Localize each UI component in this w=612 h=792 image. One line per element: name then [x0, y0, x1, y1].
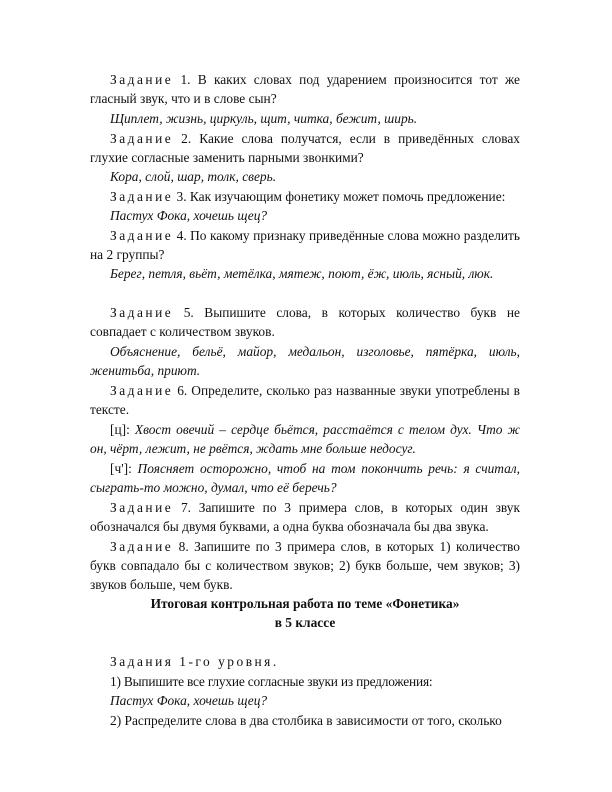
task-3	[90, 187, 520, 206]
task-text: 2. Какие слова получатся, если в приведённых словах глухие согласные заменить парными звонкими?	[90, 131, 520, 165]
task-8	[90, 537, 520, 594]
sound-example: Поясняет осторожно, чтоб на том покончить речь: я считал, сыграть-то можно, думал, что её беречь?	[90, 461, 520, 495]
task-label: Задание	[110, 72, 174, 87]
task-6-sound-ts	[90, 420, 520, 458]
task-label: Задание	[110, 305, 174, 320]
task-6	[90, 381, 520, 419]
task-text: 3. Как изучающим фонетику может помочь предложение:	[173, 189, 506, 204]
task-text: 5. Выпишите слова, в которых количество букв не совпадает с количеством звуков.	[90, 305, 520, 339]
task-6-sound-ch	[90, 459, 520, 497]
heading-line-1: Итоговая контрольная работа по теме «Фонетика»	[150, 596, 460, 611]
task-text: 6. Определите, сколько раз названные звуки употреблены в тексте.	[90, 383, 520, 417]
task-1	[90, 70, 520, 108]
task-1-example: Щиплет, жизнь, циркуль, щит, читка, бежит, ширь.	[110, 111, 418, 126]
task-label: Задание	[110, 539, 174, 554]
heading-line-2: в 5 классе	[274, 615, 336, 630]
sound-label: [ц]:	[110, 422, 135, 437]
sound-example: Хвост овечий – сердце бьётся, расстаётся с телом дух. Что ж он, чёрт, лежит, не рвётся, ждать мне больше недосуг.	[90, 422, 521, 456]
level-item-1-example: Пастух Фока, хочешь щец?	[110, 693, 268, 708]
task-label: Задание	[110, 500, 174, 515]
level-item-2: 2) Распределите слова в два столбика в зависимости от того, сколько	[110, 713, 502, 728]
task-text: 4. По какому признаку приведённые слова можно разделить на 2 группы?	[90, 228, 520, 262]
task-label: Задание	[110, 189, 174, 204]
task-7	[90, 498, 520, 536]
task-label: Задание	[110, 131, 174, 146]
task-2-example: Кора, слой, шар, толк, сверь.	[110, 169, 277, 184]
task-text: 8. Запишите по 3 примера слов, в которых 1) количество букв совпадало бы с количеством звуков; 2) букв больше, чем звуков; 3) звуков больше, чем букв.	[90, 539, 520, 592]
task-3-example: Пастух Фока, хочешь щец?	[110, 208, 268, 223]
task-2	[90, 129, 520, 167]
sound-label: [ч']:	[110, 461, 138, 476]
task-5-example: Объяснение, бельё, майор, медальон, изголовье, пятёрка, июль, женитьба, приют.	[90, 344, 520, 378]
task-text: 7. Запишите по 3 примера слов, в которых один звук обозначался бы двумя буквами, а одна буква обозначала бы два звука.	[90, 500, 520, 534]
task-5	[90, 303, 520, 341]
level-item-1: 1) Выпишите все глухие согласные звуки из предложения:	[110, 674, 433, 689]
task-label: Задание	[110, 228, 174, 243]
task-4-example: Берег, петля, вьёт, метёлка, мятеж, поют, ёж, июль, ясный, люк.	[110, 266, 494, 281]
task-label: Задание	[110, 383, 174, 398]
task-4	[90, 226, 520, 264]
level-label: Задания 1-го уровня.	[110, 654, 279, 669]
task-text: 1. В каких словах под ударением произносится тот же гласный звук, что и в слове сын?	[90, 72, 520, 106]
